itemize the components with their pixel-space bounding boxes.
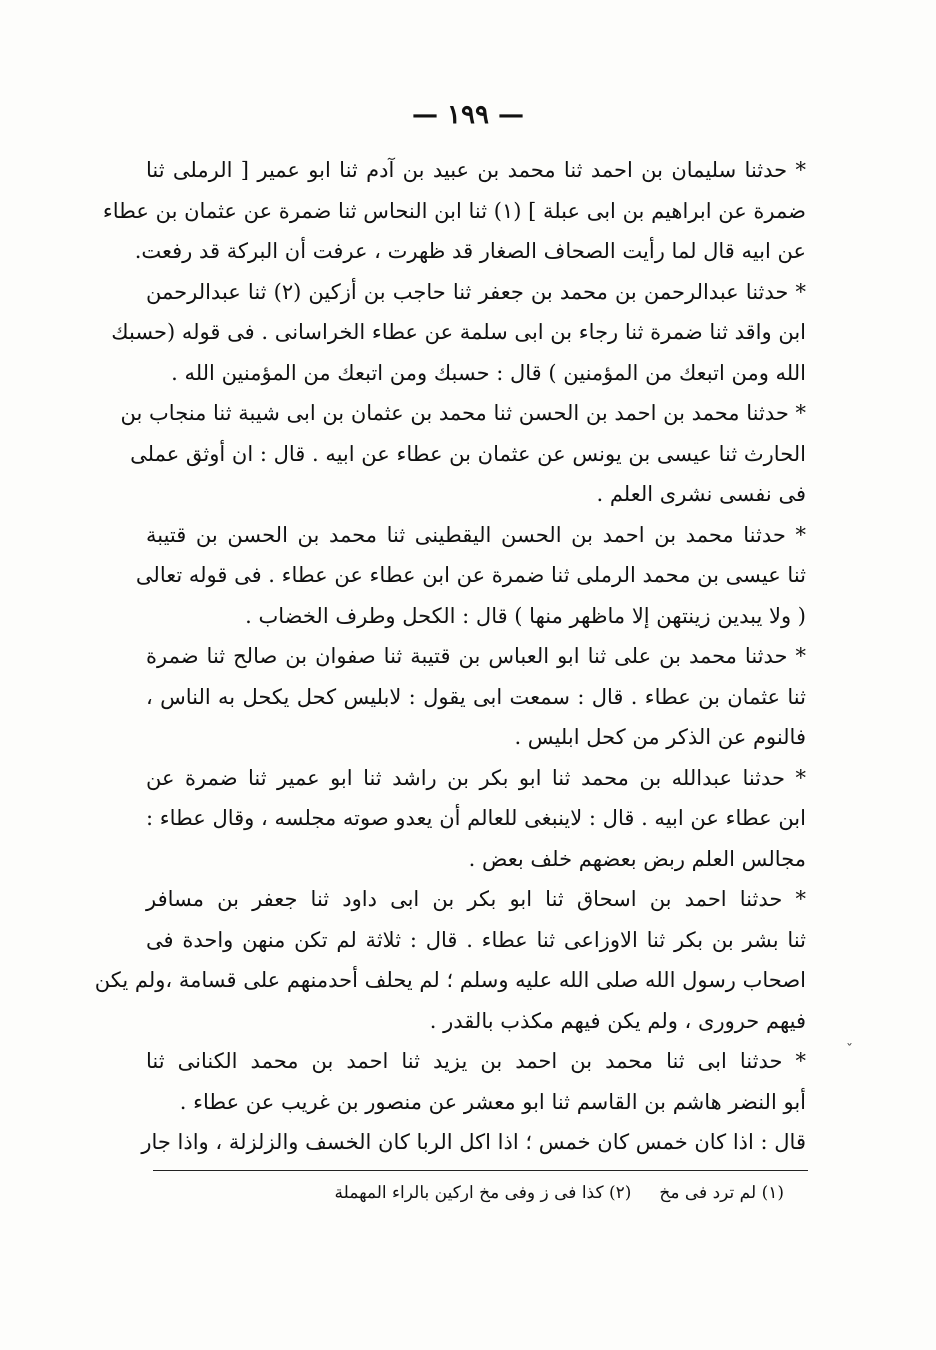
page-number: — ١٩٩ — xyxy=(411,100,525,130)
text-line: فى نفسى نشرى العلم . xyxy=(596,482,806,506)
text-line: ابن واقد ثنا ضمرة ثنا رجاء بن ابى سلمة عن عطاء الخراسانى . فى قوله (حسبك xyxy=(111,320,806,344)
text-line: فيهم حرورى ، ولم يكن فيهم مكذب بالقدر . xyxy=(429,1008,806,1033)
text-line: * حدثنا محمد بن احمد بن الحسن ثنا محمد بن عثمان بن ابى شيبة ثنا منجاب بن xyxy=(120,401,806,425)
text-line: * حدثنا عبدالله بن محمد ثنا ابو بكر بن راشد ثنا ابو عمير ثنا ضمرة عن xyxy=(146,765,806,790)
text-line: * حدثنا محمد بن احمد بن الحسن اليقطينى ثنا محمد بن الحسن بن قتيبة xyxy=(146,522,806,547)
main-text xyxy=(94,150,806,1163)
text-line: ضمرة عن ابراهيم بن ابى عبلة ] (١) ثنا ابن النحاس ثنا ضمرة عن عثمان بن عطاء xyxy=(102,198,806,223)
footnote-2: (٢) كذا فى ز وفى مخ اركين بالراء المهملة xyxy=(334,1183,632,1203)
text-line: ثنا عيسى بن محمد الرملى ثنا ضمرة عن ابن عطاء عن عطاء . فى قوله تعالى xyxy=(135,563,806,587)
text-line: فالنوم عن الذكر من كحل ابليس . xyxy=(514,725,806,749)
text-line: * حدثنا محمد بن على ثنا ابو العباس بن قتيبة ثنا صفوان بن صالح ثنا ضمرة xyxy=(146,644,806,668)
text-line: ثنا عثمان بن عطاء . قال : سمعت ابى يقول : لابليس كحل يكحل به الناس ، xyxy=(146,684,806,709)
text-line: ابن عطاء عن ابيه . قال : لاينبغى للعالم أن يعدو صوته مجلسه ، وقال عطاء : xyxy=(146,806,806,830)
text-line: مجالس العلم ربض بعضهم خلف بعض . xyxy=(468,846,806,871)
footnote-divider xyxy=(153,1170,808,1171)
footnotes xyxy=(307,1180,785,1206)
text-line: * حدثنا عبدالرحمن بن محمد بن جعفر ثنا حاجب بن أزكين (٢) ثنا عبدالرحمن xyxy=(146,279,806,304)
text-line: * حدثنا احمد بن اسحاق ثنا ابو بكر بن ابى داود ثنا جعفر بن مسافر xyxy=(146,887,806,911)
text-line: اصحاب رسول الله صلى الله عليه وسلم ؛ لم يحلف أحدمنهم على قسامة ،ولم يكن xyxy=(94,968,806,992)
text-line: * حدثنا سليمان بن احمد ثنا محمد بن عبيد بن آدم ثنا ابو عمير [ الرملى ثنا xyxy=(146,158,806,182)
text-line: أبو النضر هاشم بن القاسم ثنا ابو معشر عن منصور بن غريب عن عطاء . xyxy=(179,1089,806,1114)
text-line: ( ولا يبدين زينتهن إلا ماظهر منها ) قال : الكحل وطرف الخضاب . xyxy=(245,603,806,628)
margin-mark: ˇ xyxy=(846,1042,853,1058)
text-line: الحارث ثنا عيسى بن يونس عن عثمان بن عطاء عن ابيه . قال : ان أوثق عملى xyxy=(130,441,806,466)
footnote-1: (١) لم ترد فى مخ xyxy=(659,1183,784,1203)
text-line: * حدثنا ابى ثنا محمد بن احمد بن يزيد ثنا احمد بن محمد الكنانى ثنا xyxy=(146,1049,806,1073)
text-line: ثنا بشر بن بكر ثنا الاوزاعى ثنا عطاء . قال : ثلاثة لم تكن منهن واحدة فى xyxy=(146,927,806,952)
text-line: عن ابيه قال لما رأيت الصحاف الصغار قد ظهرت ، عرفت أن البركة قد رفعت. xyxy=(134,239,806,263)
text-line: قال : اذا كان خمس كان خمس ؛ اذا اكل الربا كان الخسف والزلزلة ، واذا جار xyxy=(141,1130,806,1154)
text-line: الله ومن اتبعك من المؤمنين ) قال : حسبك ومن اتبعك من المؤمنين الله . xyxy=(171,360,806,385)
